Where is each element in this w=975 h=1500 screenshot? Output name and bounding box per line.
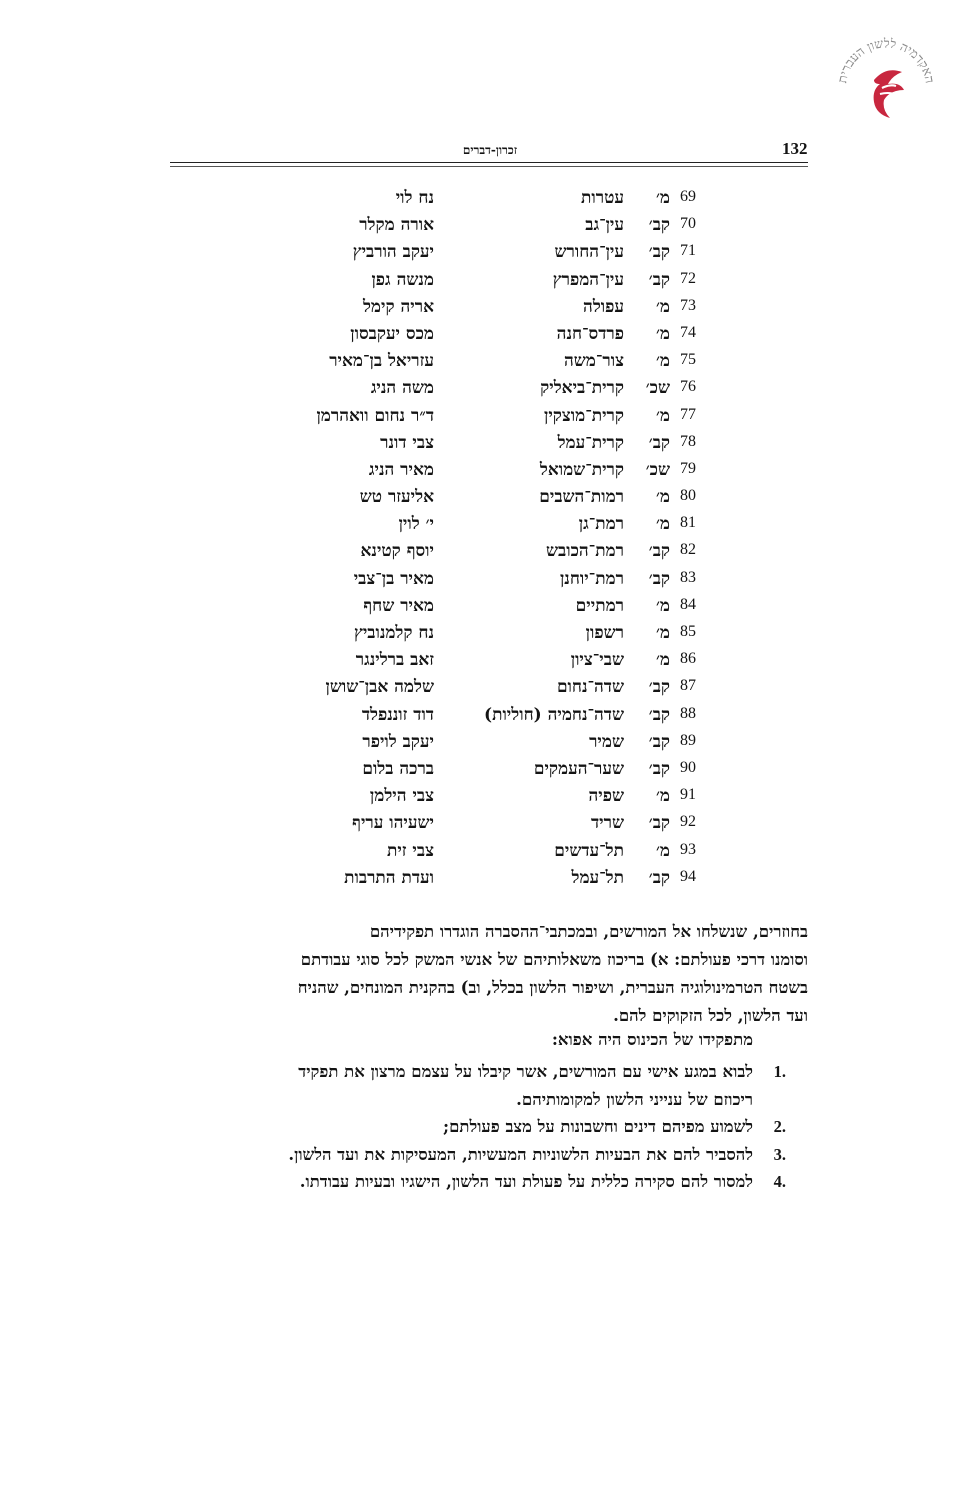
settlement-type: מ׳ — [655, 514, 670, 535]
settlement-type: מ׳ — [655, 487, 670, 508]
settlement-type: קב׳ — [648, 541, 670, 562]
representative-name: ד״ר נחום וואהרמן — [316, 405, 434, 426]
settlement-row — [270, 596, 710, 623]
list-intro: מתפקידו של הכינוס היה אפוא: — [551, 1030, 753, 1049]
settlement-row — [270, 786, 710, 813]
settlement-type: מ׳ — [655, 595, 670, 616]
settlement-name: תל־עדשים — [554, 840, 624, 861]
settlement-row — [270, 324, 710, 351]
settlement-row — [270, 242, 710, 269]
entry-number: 92 — [680, 813, 696, 831]
representative-name: עזריאל בן־מאיר — [329, 351, 434, 372]
settlement-name: שמיר — [589, 731, 624, 752]
settlement-row — [270, 759, 710, 786]
entry-number: 83 — [680, 568, 696, 586]
representative-name: משה הניג — [370, 378, 434, 399]
paragraph-line: ועד הלשון, לכל הזקוקים להם. — [613, 1006, 808, 1025]
settlement-type: שכ׳ — [645, 378, 670, 399]
settlement-name: רמתיים — [575, 595, 624, 616]
header-rule-thin — [170, 166, 808, 167]
settlement-row — [270, 460, 710, 487]
representative-name: י׳ לוין — [398, 514, 434, 535]
representative-name: אורה מקלר — [359, 215, 434, 236]
representative-name: דוד זוננפלד — [361, 704, 434, 725]
settlement-row — [270, 623, 710, 650]
settlement-name: רמת־הכובש — [546, 541, 624, 562]
academy-logo-icon — [830, 30, 942, 142]
settlement-name: שער־העמקים — [533, 758, 624, 779]
representative-name: אריה קימל — [362, 296, 434, 317]
objective-number: 3. — [773, 1144, 786, 1164]
entry-number: 72 — [680, 269, 696, 287]
entry-number: 94 — [680, 867, 696, 885]
entry-number: 75 — [680, 351, 696, 369]
settlement-name: תל־עמל — [571, 867, 624, 888]
entry-number: 77 — [680, 405, 696, 423]
representative-name: ישעיהו עריף — [352, 813, 434, 834]
settlement-type: מ׳ — [655, 405, 670, 426]
settlement-type: מ׳ — [655, 786, 670, 807]
running-title: זכרון-דברים — [462, 143, 518, 157]
settlement-name: שדה־נחמיה (חוליות) — [484, 704, 624, 725]
objectives-list — [168, 1058, 808, 1196]
entry-number: 85 — [680, 623, 696, 640]
entry-number: 70 — [680, 215, 696, 233]
entry-number: 93 — [680, 840, 696, 858]
settlement-name: עין־גב — [585, 215, 624, 236]
entry-number: 84 — [680, 595, 696, 613]
objective-number: 2. — [773, 1117, 786, 1136]
settlement-name: רשפון — [585, 623, 624, 643]
paragraph-line: בשטח הטרמינולוגיה העברית, ושיפור הלשון בכלל, וב) בהקנית המונחים, שהניח — [297, 978, 808, 997]
settlement-row — [270, 297, 710, 324]
paragraph-line: בחוזרים, שנשלחו אל המורשים, ובמכתבי־ההסברה הוגדרו תפקידיהם — [369, 922, 808, 941]
settlement-row — [270, 188, 710, 215]
entry-number: 71 — [680, 242, 696, 260]
settlement-type: שכ׳ — [645, 459, 670, 480]
objective-item — [168, 1141, 808, 1169]
representative-name: ועדת התרבות — [344, 867, 434, 888]
settlement-row — [270, 841, 710, 868]
settlement-row — [270, 351, 710, 378]
entry-number: 76 — [680, 378, 696, 396]
settlement-name: פרדס־חנה — [556, 323, 624, 344]
representative-name: יעקב לויפר — [362, 731, 434, 752]
settlement-row — [270, 541, 710, 568]
objective-text: למסור להם סקירה כללית על פעולת ועד הלשון, הישגיו ובעיות עבודתו. — [299, 1172, 753, 1191]
objective-text: לשמוע מפיהם דינים וחשבונות על מצב פעולתם; — [443, 1117, 753, 1136]
representative-name: מאיר שחף — [363, 595, 434, 616]
entry-number: 69 — [680, 188, 696, 205]
representative-name: מכס יעקבסון — [350, 323, 434, 344]
settlement-row — [270, 406, 710, 433]
representative-name: ברכה בלום — [362, 758, 434, 779]
settlement-name: צור־משה — [563, 351, 624, 372]
settlement-row — [270, 705, 710, 732]
settlement-type: קב׳ — [648, 215, 670, 236]
settlement-name: עין־המפרץ — [552, 269, 624, 290]
body-paragraph — [168, 918, 808, 1030]
settlement-name: רמת־גן — [578, 514, 624, 535]
settlement-type: קב׳ — [648, 568, 670, 589]
settlement-type: מ׳ — [655, 840, 670, 861]
page-number: 132 — [782, 139, 808, 158]
objective-number: 1. — [773, 1062, 786, 1081]
settlement-name: עטרות — [581, 188, 624, 208]
logo-text: האקדמיה ללשון העברית — [834, 35, 938, 85]
entry-number: 74 — [680, 323, 696, 341]
settlement-type: מ׳ — [655, 650, 670, 671]
settlement-row — [270, 378, 710, 405]
settlement-type: קב׳ — [648, 704, 670, 725]
representative-name: זאב ברלינגר — [355, 650, 434, 671]
settlement-type: מ׳ — [655, 623, 670, 643]
representative-name: מאיר בן־צבי — [353, 568, 434, 589]
settlement-name: שדה־נחום — [556, 677, 624, 698]
settlement-name: קרית־עמל — [557, 432, 624, 453]
settlement-name: שבי־ציון — [570, 650, 624, 671]
representative-name: יוסף קטינא — [360, 541, 434, 562]
settlement-name: קרית־מוצקין — [543, 405, 624, 426]
settlement-row — [270, 569, 710, 596]
settlement-row — [270, 433, 710, 460]
settlement-row — [270, 487, 710, 514]
settlement-name: עפולה — [583, 296, 624, 317]
representative-name: מנשה גפן — [371, 269, 434, 290]
settlement-name: רמות־השבים — [539, 487, 624, 508]
entry-number: 91 — [680, 786, 696, 804]
settlement-name: שריד — [590, 813, 624, 834]
settlement-row — [270, 868, 710, 895]
objective-number: 4. — [773, 1172, 786, 1191]
settlement-type: קב׳ — [648, 269, 670, 290]
entry-number: 86 — [680, 650, 696, 668]
representative-name: נח קלמנוביץ — [353, 623, 434, 643]
paragraph-line: וסומנו דרכי פעולתם: א) בריכוז משאלותיהם של אנשי המשק לכל סוגי עבודתם — [300, 950, 808, 969]
representative-name: שלמה אבן־שושן — [325, 677, 434, 698]
entry-number: 88 — [680, 704, 696, 722]
entry-number: 80 — [680, 487, 696, 505]
settlement-name: שפיה — [588, 786, 624, 807]
representative-name: צבי זית — [386, 840, 434, 861]
entry-number: 89 — [680, 731, 696, 749]
settlement-list — [270, 188, 710, 895]
objective-text-continued: ריכוזם של ענייני הלשון למקומותיהם. — [516, 1089, 753, 1109]
settlement-row — [270, 677, 710, 704]
academy-logo — [830, 30, 942, 142]
entry-number: 82 — [680, 541, 696, 559]
representative-name: נח לוי — [395, 188, 434, 208]
settlement-name: עין־החורש — [554, 242, 624, 263]
representative-name: מאיר הניג — [368, 459, 434, 480]
entry-number: 87 — [680, 677, 696, 695]
settlement-type: מ׳ — [655, 323, 670, 344]
settlement-type: מ׳ — [655, 351, 670, 372]
settlement-type: קב׳ — [648, 731, 670, 752]
settlement-type: מ׳ — [655, 188, 670, 208]
settlement-name: רמת־יוחנן — [559, 568, 624, 589]
settlement-row — [270, 650, 710, 677]
settlement-type: קב׳ — [648, 813, 670, 834]
settlement-row — [270, 514, 710, 541]
entry-number: 79 — [680, 459, 696, 477]
representative-name: צבי דונר — [380, 432, 434, 453]
objective-text: לבוא במגע אישי עם המורשים, אשר קיבלו על עצמם מרצון את תפקיד — [298, 1062, 753, 1081]
objective-item — [168, 1168, 808, 1196]
objective-item — [168, 1113, 808, 1141]
header-rule — [170, 162, 808, 163]
settlement-row — [270, 732, 710, 759]
settlement-type: קב׳ — [648, 758, 670, 779]
settlement-row — [270, 270, 710, 297]
entry-number: 78 — [680, 432, 696, 450]
settlement-type: קב׳ — [648, 432, 670, 453]
logo-mark — [874, 70, 904, 118]
settlement-row — [270, 215, 710, 242]
settlement-type: קב׳ — [648, 242, 670, 263]
representative-name: אליעזר טש — [359, 487, 434, 508]
settlement-type: קב׳ — [648, 677, 670, 698]
settlement-type: מ׳ — [655, 296, 670, 317]
settlement-type: קב׳ — [648, 867, 670, 888]
settlement-row — [270, 813, 710, 840]
objective-text: להסביר להם את הבעיות הלשוניות המעשיות, המעסיקות את ועד הלשון. — [288, 1144, 753, 1164]
entry-number: 81 — [680, 514, 696, 532]
representative-name: יעקב הורביץ — [352, 242, 434, 263]
settlement-name: קרית־ביאליק — [540, 378, 624, 399]
representative-name: צבי הילמן — [369, 786, 434, 807]
entry-number: 73 — [680, 296, 696, 314]
objective-item — [168, 1058, 808, 1113]
entry-number: 90 — [680, 758, 696, 776]
settlement-name: קרית־שמואל — [539, 459, 624, 480]
